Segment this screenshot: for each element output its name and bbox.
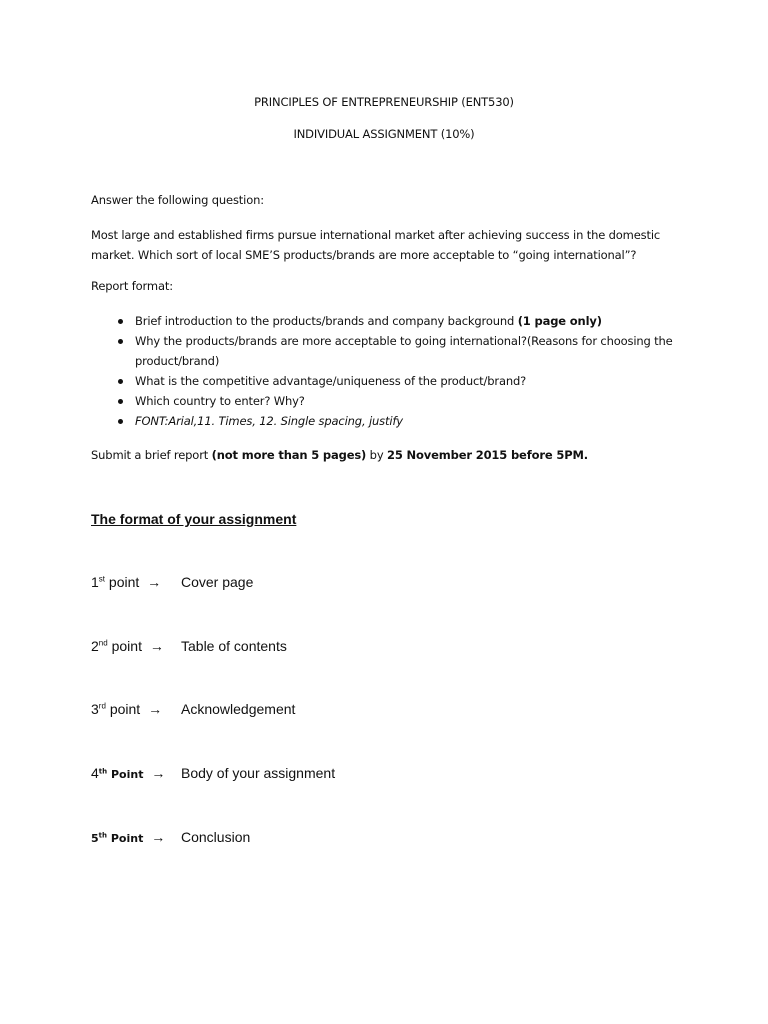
arrow-icon: → bbox=[147, 574, 162, 590]
submission-note bbox=[91, 448, 679, 462]
point-description: Acknowledgement bbox=[181, 701, 296, 717]
point-description: Conclusion bbox=[181, 829, 251, 845]
point-number: 5th Point bbox=[91, 831, 144, 845]
question-paragraph bbox=[91, 225, 679, 265]
point-word: point bbox=[109, 701, 141, 717]
list-item bbox=[91, 371, 691, 391]
submission-page-limit: (not more than 5 pages) bbox=[211, 448, 367, 462]
point-description: Table of contents bbox=[181, 638, 287, 654]
arrow-icon: → bbox=[151, 829, 166, 845]
arrow-icon: → bbox=[151, 765, 166, 781]
list-item-emphasis: (1 page only) bbox=[517, 314, 602, 328]
point-word: point bbox=[108, 574, 140, 590]
arrow-icon: → bbox=[148, 701, 163, 717]
format-point bbox=[91, 574, 254, 590]
question-line-1: Most large and established firms pursue international market after achieving success in the domestic bbox=[91, 228, 661, 242]
course-title: PRINCIPLES OF ENTREPRENEURSHIP (ENT530) bbox=[254, 95, 514, 109]
list-item bbox=[91, 331, 691, 371]
point-number: 3rd bbox=[91, 701, 106, 717]
question-instruction: Answer the following question: bbox=[91, 193, 264, 207]
format-point bbox=[91, 765, 336, 781]
list-item-text: Which country to enter? Why? bbox=[135, 394, 305, 408]
point-number: 2nd bbox=[91, 638, 108, 654]
report-format-list bbox=[91, 311, 691, 431]
list-item-text: Brief introduction to the products/brands and company background bbox=[135, 314, 518, 328]
point-word: Point bbox=[110, 832, 144, 845]
point-number: 4th Point bbox=[91, 765, 144, 781]
list-item bbox=[91, 391, 691, 411]
submission-prefix: Submit a brief report bbox=[91, 448, 212, 462]
point-word: point bbox=[111, 638, 142, 654]
submission-deadline: 25 November 2015 before 5PM. bbox=[387, 448, 588, 462]
list-item bbox=[91, 311, 691, 331]
format-point bbox=[91, 638, 287, 654]
report-format-label: Report format: bbox=[91, 279, 173, 293]
format-point bbox=[91, 701, 296, 717]
list-item-text: What is the competitive advantage/uniqueness of the product/brand? bbox=[135, 374, 527, 388]
point-description: Body of your assignment bbox=[181, 765, 336, 781]
format-heading: The format of your assignment bbox=[91, 511, 297, 527]
point-number: 1st bbox=[91, 574, 106, 590]
format-point bbox=[91, 829, 251, 845]
point-description: Cover page bbox=[181, 574, 254, 590]
point-word: Point bbox=[110, 768, 144, 781]
list-item bbox=[91, 411, 691, 431]
assignment-title: INDIVIDUAL ASSIGNMENT (10%) bbox=[293, 127, 475, 141]
arrow-icon: → bbox=[149, 638, 164, 654]
list-item-text: Why the products/brands are more acceptable to going international?(Reasons for choosing the product/brand) bbox=[135, 334, 673, 368]
question-line-2: market. Which sort of local SME’S products/brands are more acceptable to “going international”? bbox=[91, 248, 637, 262]
submission-middle: by bbox=[366, 448, 387, 462]
list-item-text: FONT:Arial,11. Times, 12. Single spacing, justify bbox=[135, 414, 403, 428]
